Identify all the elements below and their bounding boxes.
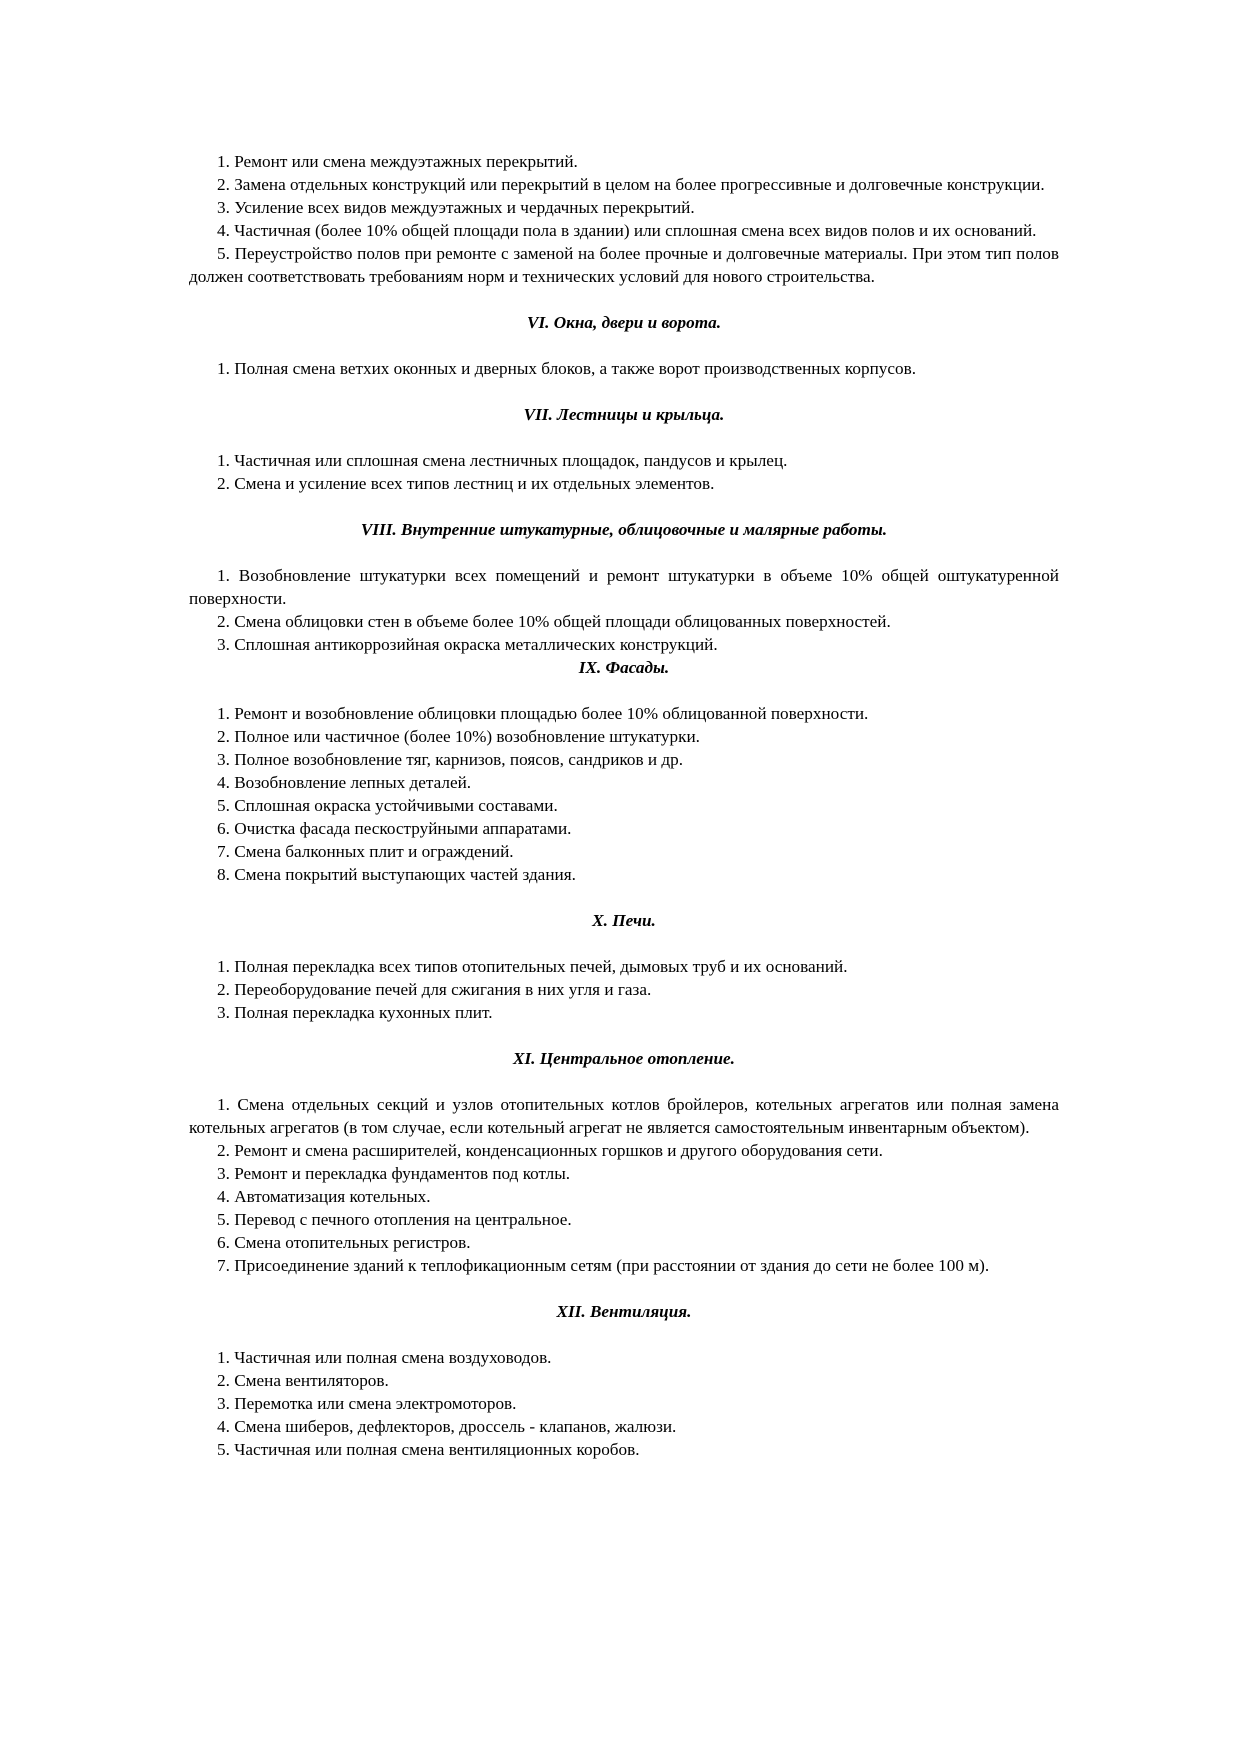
spacer	[189, 1277, 1059, 1300]
section-heading: IX. Фасады.	[578, 658, 670, 677]
list-item: 1. Смена отдельных секций и узлов отопительных котлов бройлеров, котельных агрегатов или полная замена котельных агрегатов (в том случае, если котельный агрегат не является самостоятельным инвентарным объектом).	[189, 1095, 1059, 1137]
list-item: 2. Замена отдельных конструкций или перекрытий в целом на более прогрессивные и долговечные конструкции.	[217, 175, 1045, 194]
spacer	[189, 1024, 1059, 1047]
list-item: 2. Полное или частичное (более 10%) возобновление штукатурки.	[217, 727, 700, 746]
list-item: 8. Смена покрытий выступающих частей здания.	[217, 865, 576, 884]
list-item: 2. Смена и усиление всех типов лестниц и их отдельных элементов.	[217, 474, 715, 493]
list-item: 4. Автоматизация котельных.	[217, 1187, 431, 1206]
list-item: 1. Частичная или сплошная смена лестничных площадок, пандусов и крылец.	[217, 451, 788, 470]
list-item: 6. Смена отопительных регистров.	[217, 1233, 471, 1252]
section-heading: XII. Вентиляция.	[556, 1302, 692, 1321]
section-heading: X. Печи.	[592, 911, 656, 930]
list-item: 3. Полная перекладка кухонных плит.	[217, 1003, 493, 1022]
list-item: 1. Частичная или полная смена воздуховодов.	[217, 1348, 552, 1367]
list-item: 5. Сплошная окраска устойчивыми составами.	[217, 796, 558, 815]
list-item: 4. Смена шиберов, дефлекторов, дроссель - клапанов, жалюзи.	[217, 1417, 677, 1436]
spacer	[189, 932, 1059, 955]
list-item: 1. Полная смена ветхих оконных и дверных блоков, а также ворот производственных корпусов.	[217, 359, 917, 378]
list-item: 3. Перемотка или смена электромоторов.	[217, 1394, 517, 1413]
list-item: 4. Возобновление лепных деталей.	[217, 773, 472, 792]
list-item: 1. Полная перекладка всех типов отопительных печей, дымовых труб и их оснований.	[217, 957, 848, 976]
spacer	[189, 426, 1059, 449]
spacer	[189, 1070, 1059, 1093]
list-item: 5. Переустройство полов при ремонте с заменой на более прочные и долговечные материалы. При этом тип полов должен соответствовать требованиям норм и технических условий для нового строительства.	[189, 244, 1059, 286]
list-item: 3. Усиление всех видов междуэтажных и чердачных перекрытий.	[217, 198, 695, 217]
list-item: 1. Ремонт или смена междуэтажных перекрытий.	[217, 152, 578, 171]
spacer	[189, 495, 1059, 518]
list-item: 2. Ремонт и смена расширителей, конденсационных горшков и другого оборудования сети.	[217, 1141, 883, 1160]
list-item: 4. Частичная (более 10% общей площади пола в здании) или сплошная смена всех видов полов и их оснований.	[217, 221, 1037, 240]
spacer	[189, 334, 1059, 357]
spacer	[189, 288, 1059, 311]
list-item: 2. Переоборудование печей для сжигания в них угля и газа.	[217, 980, 652, 999]
section-heading: XI. Центральное отопление.	[513, 1049, 735, 1068]
list-item: 3. Ремонт и перекладка фундаментов под котлы.	[217, 1164, 571, 1183]
list-item: 7. Присоединение зданий к теплофикационным сетям (при расстоянии от здания до сети не более 100 м).	[217, 1256, 990, 1275]
list-item: 6. Очистка фасада пескоструйными аппаратами.	[217, 819, 572, 838]
list-item: 1. Возобновление штукатурки всех помещений и ремонт штукатурки в объеме 10% общей оштукатуренной поверхности.	[189, 566, 1059, 608]
list-item: 3. Сплошная антикоррозийная окраска металлических конструкций.	[217, 635, 718, 654]
spacer	[189, 886, 1059, 909]
list-item: 2. Смена вентиляторов.	[217, 1371, 389, 1390]
section-heading: VI. Окна, двери и ворота.	[526, 313, 722, 332]
list-item: 1. Ремонт и возобновление облицовки площадью более 10% облицованной поверхности.	[217, 704, 869, 723]
list-item: 7. Смена балконных плит и ограждений.	[217, 842, 514, 861]
document-page	[189, 150, 1059, 1461]
section-heading: VII. Лестницы и крыльца.	[523, 405, 725, 424]
spacer	[189, 380, 1059, 403]
spacer	[189, 1323, 1059, 1346]
spacer	[189, 541, 1059, 564]
spacer	[189, 679, 1059, 702]
list-item: 2. Смена облицовки стен в объеме более 10% общей площади облицованных поверхностей.	[217, 612, 891, 631]
list-item: 5. Перевод с печного отопления на центральное.	[217, 1210, 572, 1229]
section-heading: VIII. Внутренние штукатурные, облицовочные и малярные работы.	[360, 520, 888, 539]
list-item: 3. Полное возобновление тяг, карнизов, поясов, сандриков и др.	[217, 750, 684, 769]
list-item: 5. Частичная или полная смена вентиляционных коробов.	[217, 1440, 640, 1459]
